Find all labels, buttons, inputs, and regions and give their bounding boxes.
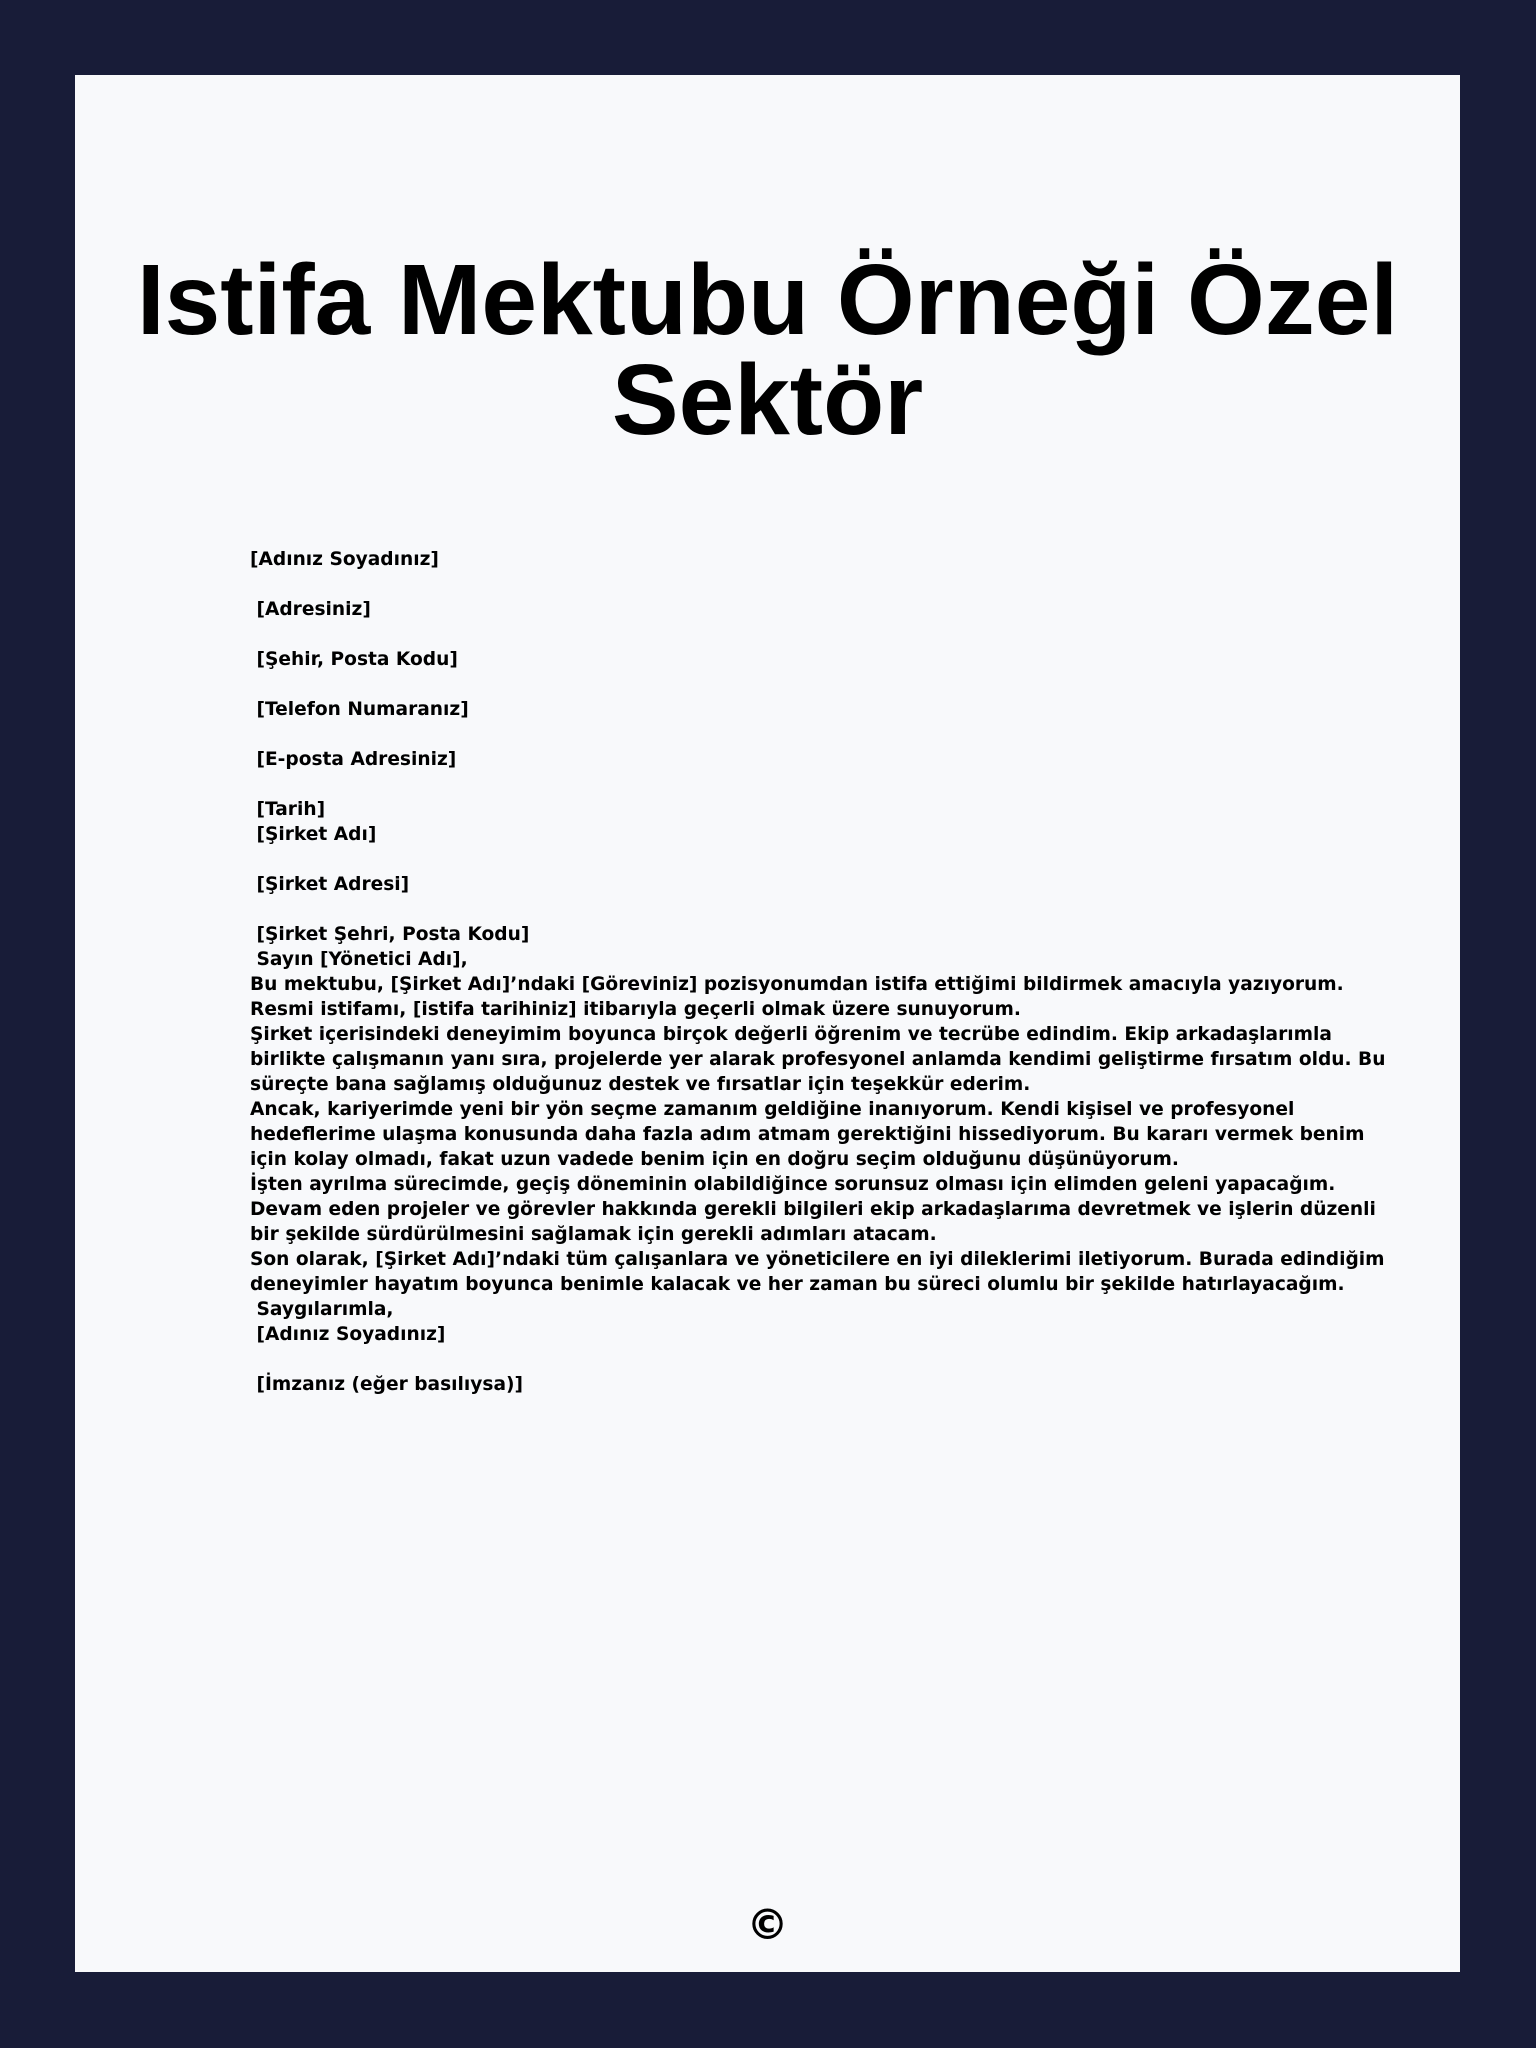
body-line: Bu mektubu, [Şirket Adı]’ndaki [Göreviniz] pozisyonumdan istifa ettiğimi bildirmek amacıyla yazıyorum. [250, 974, 1344, 995]
sender-email: [E-posta Adresiniz] [250, 749, 457, 770]
sender-name: [Adınız Soyadınız] [250, 549, 439, 570]
blank-line [250, 622, 1310, 647]
body-line: için kolay olmadı, fakat uzun vadede benim için en doğru seçim olduğunu düşünüyorum. [250, 1149, 1179, 1170]
blank-line [250, 1347, 1310, 1372]
body-line: hedeflerime ulaşma konusunda daha fazla adım atmam gerektiğini hissediyorum. Bu kararı vermek benim [250, 1124, 1365, 1145]
body-line: İşten ayrılma sürecimde, geçiş döneminin olabildiğince sorunsuz olması için elimden geleni yapacağım. [250, 1174, 1336, 1195]
closing: Saygılarımla, [250, 1299, 394, 1320]
document-title [75, 244, 1460, 456]
salutation: Sayın [Yönetici Adı], [250, 949, 468, 970]
sender-phone: [Telefon Numaranız] [250, 699, 469, 720]
body-line: bir şekilde sürdürülmesini sağlamak için gerekli adımları atacam. [250, 1224, 937, 1245]
letter-body [250, 547, 1386, 1397]
title-line: Istifa Mektubu Örneği Özel [136, 244, 1399, 356]
body-line: Resmi istifamı, [istifa tarihiniz] itibarıyla geçerli olmak üzere sunuyorum. [250, 999, 1021, 1020]
body-line: Devam eden projeler ve görevler hakkında gerekli bilgileri ekip arkadaşlarıma devretmek ve işlerin düzenli [250, 1199, 1376, 1220]
sender-city: [Şehir, Posta Kodu] [250, 649, 458, 670]
company-name: [Şirket Adı] [250, 824, 377, 845]
sender-address: [Adresiniz] [250, 599, 371, 620]
blank-line [250, 897, 1310, 922]
blank-line [250, 772, 1310, 797]
company-city: [Şirket Şehri, Posta Kodu] [250, 924, 530, 945]
blank-line [250, 847, 1310, 872]
body-line: Ancak, kariyerimde yeni bir yön seçme zamanım geldiğine inanıyorum. Kendi kişisel ve profesyonel [250, 1099, 1295, 1120]
title-line: Sektör [611, 344, 924, 456]
body-line: Son olarak, [Şirket Adı]’ndaki tüm çalışanlara ve yöneticilere en iyi dileklerimi iletiyorum. Burada edindiğim [250, 1249, 1385, 1270]
blank-line [250, 722, 1310, 747]
document-page [75, 75, 1460, 1972]
copyright-icon: © [746, 1900, 789, 1949]
signature-name: [Adınız Soyadınız] [250, 1324, 446, 1345]
letter-date: [Tarih] [250, 799, 326, 820]
signature-placeholder: [İmzanız (eğer basılıysa)] [250, 1374, 523, 1395]
body-line: Şirket içerisindeki deneyimim boyunca birçok değerli öğrenim ve tecrübe edindim. Ekip arkadaşlarımla [250, 1024, 1332, 1045]
body-line: deneyimler hayatım boyunca benimle kalacak ve her zaman bu süreci olumlu bir şekilde hatırlayacağım. [250, 1274, 1345, 1295]
company-address: [Şirket Adresi] [250, 874, 410, 895]
blank-line [250, 672, 1310, 697]
body-line: süreçte bana sağlamış olduğunuz destek ve fırsatlar için teşekkür ederim. [250, 1074, 1031, 1095]
blank-line [250, 572, 1310, 597]
body-line: birlikte çalışmanın yanı sıra, projelerde yer alarak profesyonel anlamda kendimi geliştirme fırsatım oldu. Bu [250, 1049, 1386, 1070]
